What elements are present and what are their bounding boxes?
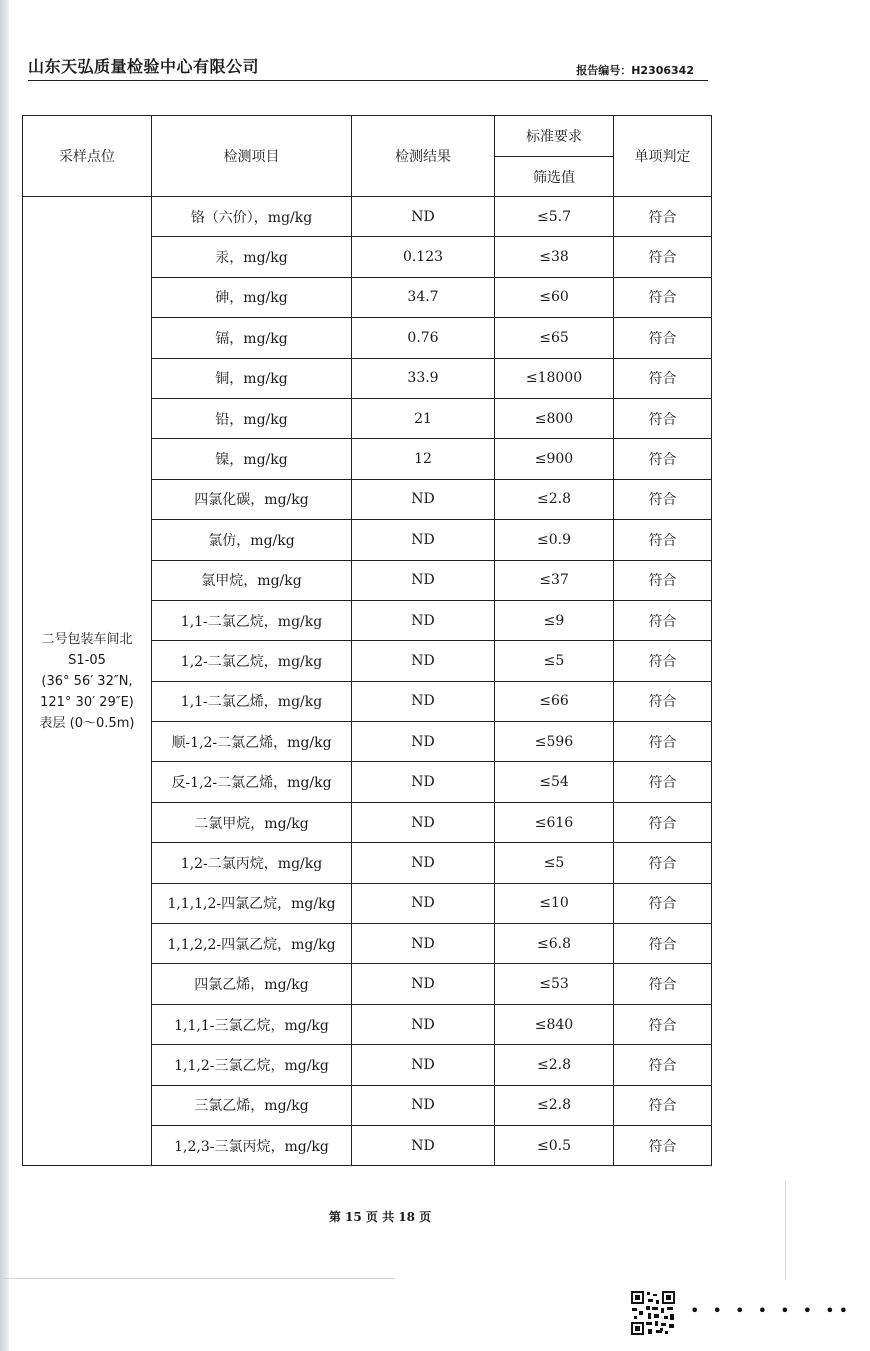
screening-limit-cell: ≤5	[495, 641, 614, 681]
test-item-cell: 四氯乙烯，mg/kg	[152, 964, 352, 1004]
sampling-site-line: 表层 (0～0.5m)	[39, 715, 135, 731]
qr-code-icon	[630, 1290, 676, 1336]
test-item-cell: 1,1,1-三氯乙烷，mg/kg	[152, 1004, 352, 1044]
company-name: 山东天弘质量检验中心有限公司	[28, 57, 260, 76]
judgement-cell: 符合	[614, 1045, 712, 1085]
test-item-cell: 1,1,2,2-四氯乙烷，mg/kg	[152, 924, 352, 964]
result-cell: ND	[352, 197, 495, 237]
table-row	[23, 197, 712, 237]
sampling-site-line: 121° 30′ 29″E)	[40, 694, 134, 710]
screening-limit-cell: ≤5	[495, 843, 614, 883]
screening-limit-cell: ≤800	[495, 398, 614, 438]
judgement-cell: 符合	[614, 197, 712, 237]
test-item-cell: 氯仿，mg/kg	[152, 520, 352, 560]
judgement-cell: 符合	[614, 964, 712, 1004]
result-cell: 21	[352, 398, 495, 438]
result-cell: ND	[352, 1125, 495, 1165]
result-cell: 34.7	[352, 277, 495, 317]
header-screening: 筛选值	[495, 157, 614, 197]
result-cell: 0.76	[352, 318, 495, 358]
decorative-dots: • • • • • • ••	[690, 1301, 853, 1320]
result-cell: ND	[352, 520, 495, 560]
judgement-cell: 符合	[614, 883, 712, 923]
test-item-cell: 铅，mg/kg	[152, 398, 352, 438]
judgement-cell: 符合	[614, 722, 712, 762]
screening-limit-cell: ≤37	[495, 560, 614, 600]
test-item-cell: 铬（六价），mg/kg	[152, 197, 352, 237]
test-results-table	[22, 115, 712, 1166]
judgement-cell: 符合	[614, 924, 712, 964]
judgement-cell: 符合	[614, 681, 712, 721]
test-item-cell: 铜，mg/kg	[152, 358, 352, 398]
screening-limit-cell: ≤54	[495, 762, 614, 802]
test-item-cell: 镍，mg/kg	[152, 439, 352, 479]
screening-limit-cell: ≤840	[495, 1004, 614, 1044]
sampling-site-line: 二号包装车间北	[41, 631, 133, 647]
judgement-cell: 符合	[614, 600, 712, 640]
judgement-cell: 符合	[614, 318, 712, 358]
judgement-cell: 符合	[614, 277, 712, 317]
test-item-cell: 1,1-二氯乙烯，mg/kg	[152, 681, 352, 721]
judgement-cell: 符合	[614, 1125, 712, 1165]
test-item-cell: 1,1-二氯乙烷，mg/kg	[152, 600, 352, 640]
judgement-cell: 符合	[614, 237, 712, 277]
paper-edge	[0, 1278, 395, 1279]
test-item-cell: 三氯乙烯，mg/kg	[152, 1085, 352, 1125]
result-cell: ND	[352, 802, 495, 842]
result-cell: ND	[352, 560, 495, 600]
header-divider	[28, 80, 708, 81]
judgement-cell: 符合	[614, 1004, 712, 1044]
screening-limit-cell: ≤2.8	[495, 479, 614, 519]
result-cell: ND	[352, 722, 495, 762]
screening-limit-cell: ≤0.5	[495, 1125, 614, 1165]
screening-limit-cell: ≤38	[495, 237, 614, 277]
result-cell: 33.9	[352, 358, 495, 398]
result-cell: ND	[352, 924, 495, 964]
scan-edge-shadow	[0, 0, 9, 1351]
test-item-cell: 四氯化碳，mg/kg	[152, 479, 352, 519]
test-item-cell: 顺-1,2-二氯乙烯，mg/kg	[152, 722, 352, 762]
result-cell: ND	[352, 843, 495, 883]
judgement-cell: 符合	[614, 560, 712, 600]
report-number: 报告编号：H2306342	[576, 64, 694, 77]
judgement-cell: 符合	[614, 358, 712, 398]
screening-limit-cell: ≤10	[495, 883, 614, 923]
screening-limit-cell: ≤6.8	[495, 924, 614, 964]
judgement-cell: 符合	[614, 398, 712, 438]
screening-limit-cell: ≤900	[495, 439, 614, 479]
screening-limit-cell: ≤18000	[495, 358, 614, 398]
table-body	[23, 197, 712, 1166]
test-item-cell: 砷，mg/kg	[152, 277, 352, 317]
header-item: 检测项目	[152, 116, 352, 197]
judgement-cell: 符合	[614, 762, 712, 802]
result-cell: 0.123	[352, 237, 495, 277]
result-cell: 12	[352, 439, 495, 479]
test-item-cell: 氯甲烷，mg/kg	[152, 560, 352, 600]
test-item-cell: 1,2,3-三氯丙烷，mg/kg	[152, 1125, 352, 1165]
judgement-cell: 符合	[614, 479, 712, 519]
screening-limit-cell: ≤53	[495, 964, 614, 1004]
screening-limit-cell: ≤2.8	[495, 1045, 614, 1085]
header-result: 检测结果	[352, 116, 495, 197]
header-site: 采样点位	[23, 116, 152, 197]
result-cell: ND	[352, 762, 495, 802]
result-cell: ND	[352, 964, 495, 1004]
test-item-cell: 1,1,2-三氯乙烷，mg/kg	[152, 1045, 352, 1085]
result-cell: ND	[352, 883, 495, 923]
judgement-cell: 符合	[614, 641, 712, 681]
judgement-cell: 符合	[614, 843, 712, 883]
sampling-site-line: S1-05	[68, 652, 106, 668]
result-cell: ND	[352, 681, 495, 721]
sampling-site-line: (36° 56′ 32″N,	[41, 673, 133, 689]
test-item-cell: 1,2-二氯丙烷，mg/kg	[152, 843, 352, 883]
result-cell: ND	[352, 1004, 495, 1044]
page-number: 第 15 页 共 18 页	[328, 1210, 432, 1224]
header-judgement: 单项判定	[614, 116, 712, 197]
page-header	[28, 50, 708, 86]
screening-limit-cell: ≤65	[495, 318, 614, 358]
result-cell: ND	[352, 479, 495, 519]
judgement-cell: 符合	[614, 439, 712, 479]
test-item-cell: 汞，mg/kg	[152, 237, 352, 277]
paper-edge-vertical	[785, 1180, 786, 1280]
test-item-cell: 反-1,2-二氯乙烯，mg/kg	[152, 762, 352, 802]
test-item-cell: 1,1,1,2-四氯乙烷，mg/kg	[152, 883, 352, 923]
screening-limit-cell: ≤66	[495, 681, 614, 721]
result-cell: ND	[352, 600, 495, 640]
judgement-cell: 符合	[614, 802, 712, 842]
sampling-site-cell	[23, 197, 152, 1166]
screening-limit-cell: ≤2.8	[495, 1085, 614, 1125]
test-item-cell: 1,2-二氯乙烷，mg/kg	[152, 641, 352, 681]
screening-limit-cell: ≤596	[495, 722, 614, 762]
screening-limit-cell: ≤0.9	[495, 520, 614, 560]
judgement-cell: 符合	[614, 1085, 712, 1125]
screening-limit-cell: ≤60	[495, 277, 614, 317]
header-standard: 标准要求	[495, 116, 614, 157]
screening-limit-cell: ≤5.7	[495, 197, 614, 237]
screening-limit-cell: ≤9	[495, 600, 614, 640]
test-item-cell: 二氯甲烷，mg/kg	[152, 802, 352, 842]
result-cell: ND	[352, 1085, 495, 1125]
test-item-cell: 镉，mg/kg	[152, 318, 352, 358]
result-cell: ND	[352, 1045, 495, 1085]
screening-limit-cell: ≤616	[495, 802, 614, 842]
judgement-cell: 符合	[614, 520, 712, 560]
result-cell: ND	[352, 641, 495, 681]
